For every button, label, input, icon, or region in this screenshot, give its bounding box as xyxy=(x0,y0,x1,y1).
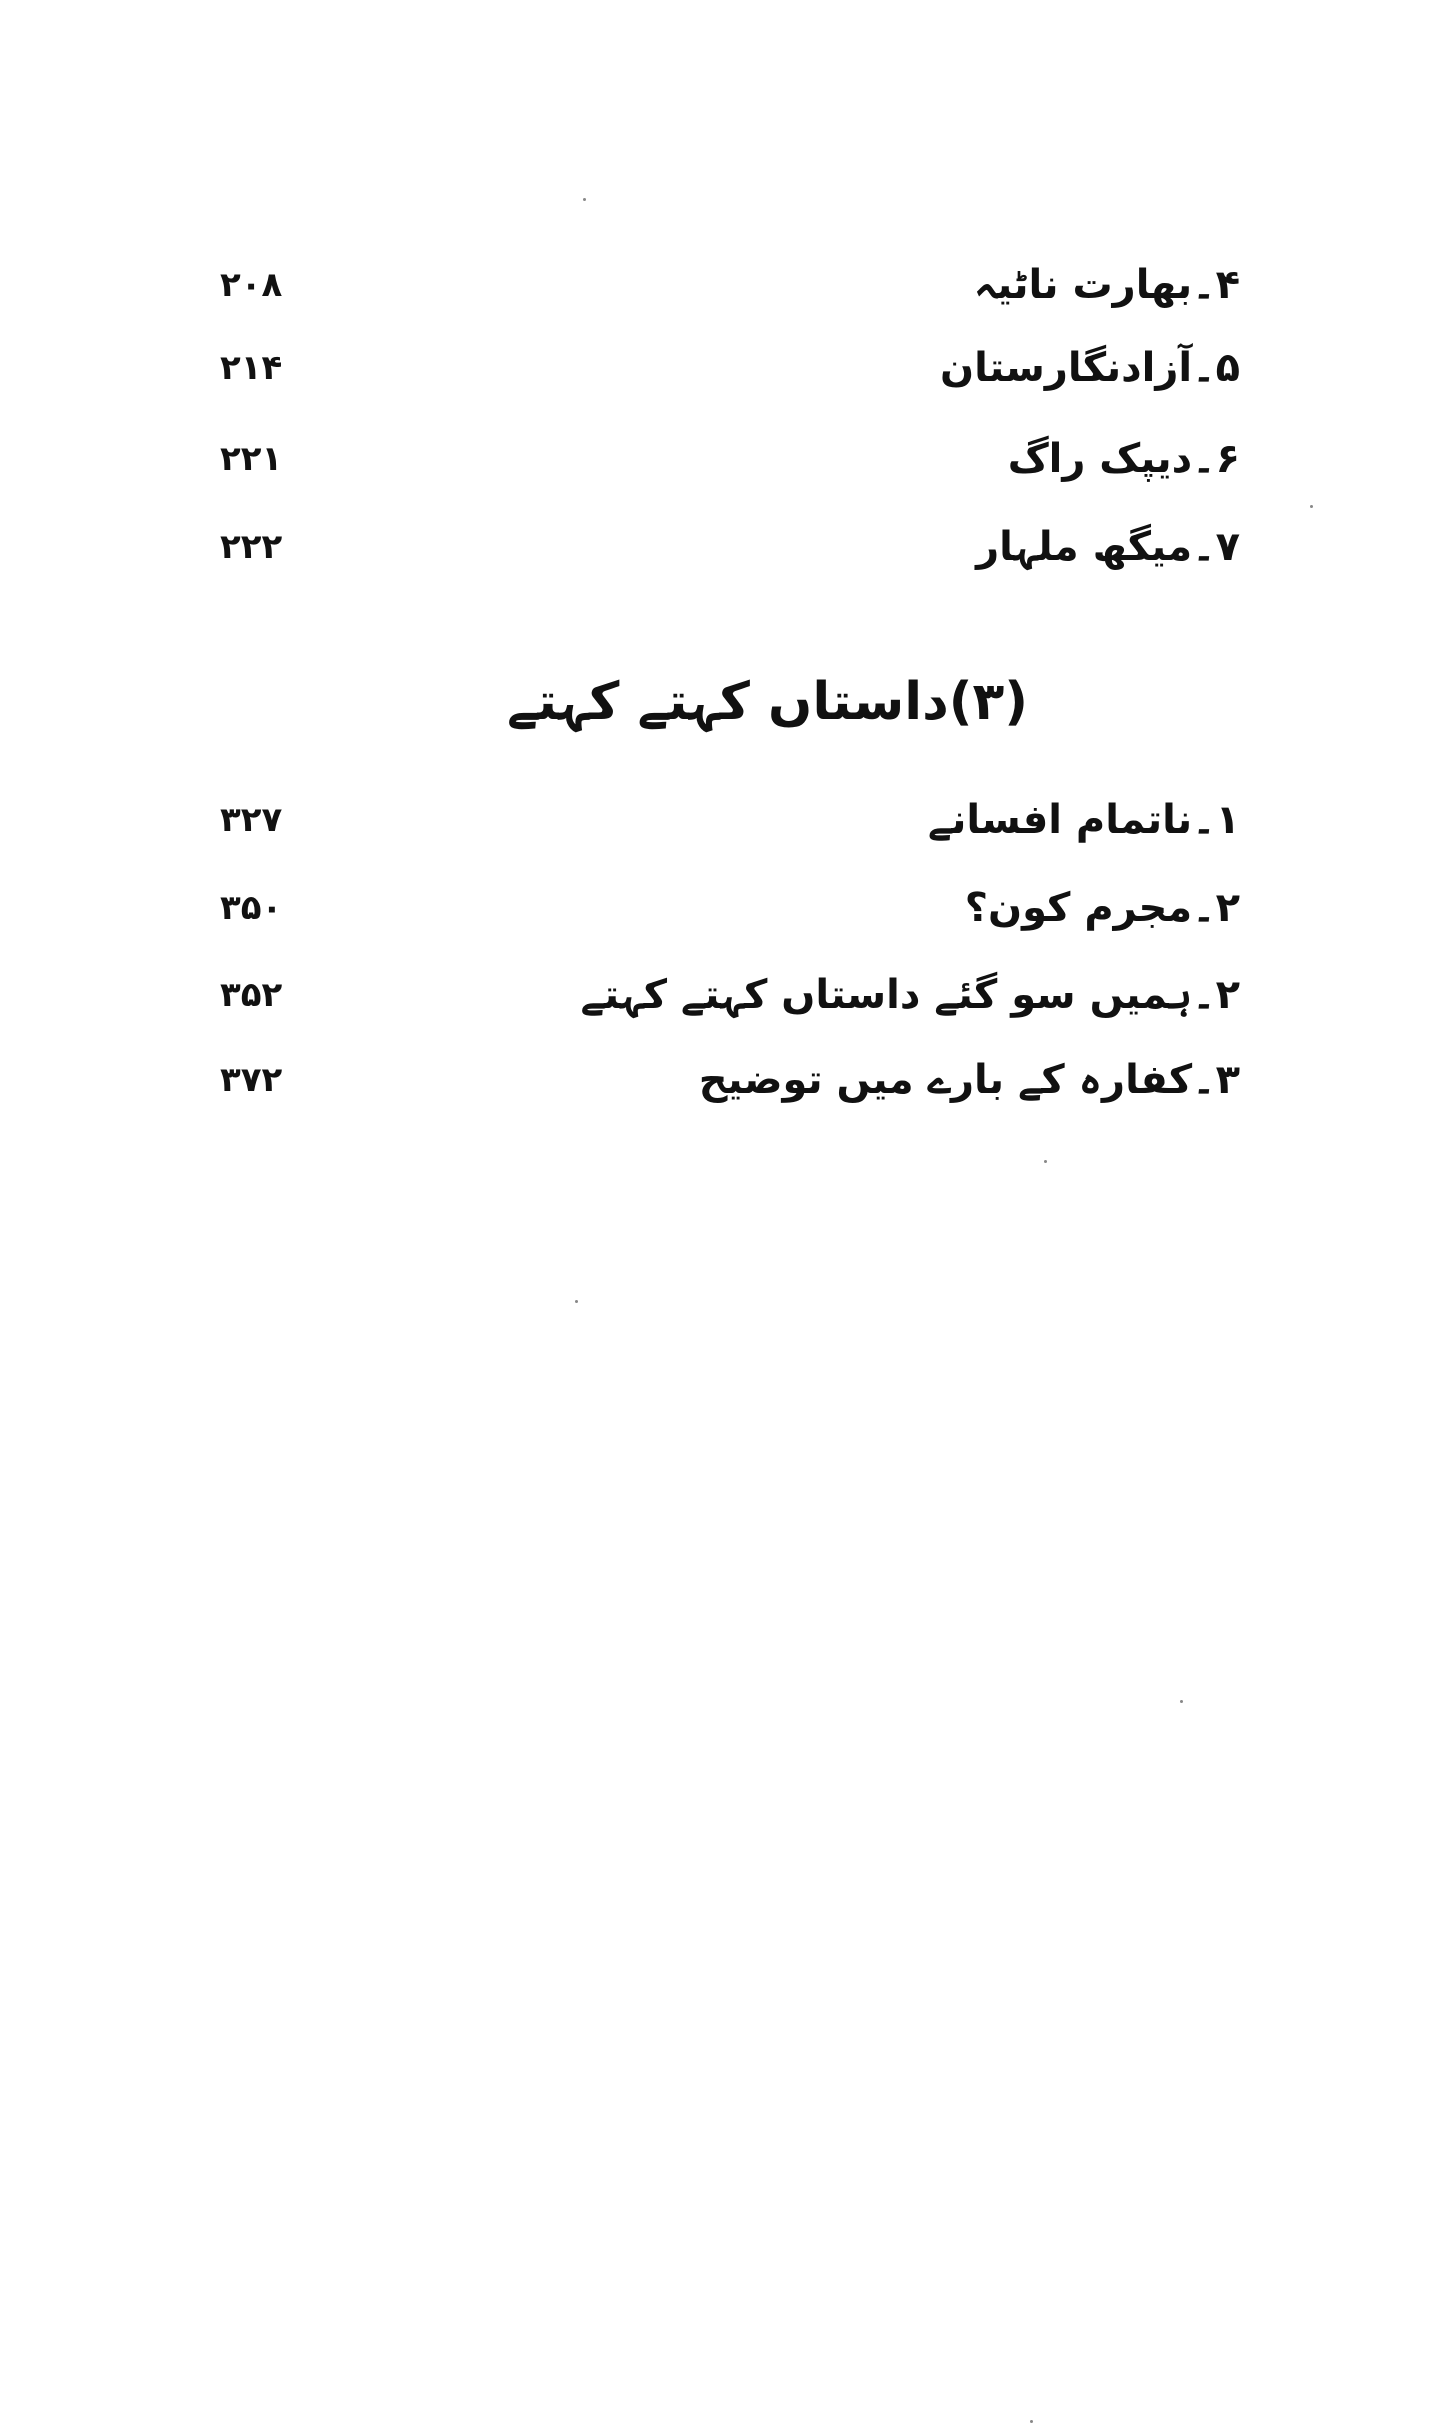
scan-speck xyxy=(583,198,586,201)
toc-entry-title: ۵۔آزادنگارستان xyxy=(940,345,1240,391)
scan-speck xyxy=(1044,1160,1047,1163)
toc-entry-title: ۲۔ہمیں سو گئے داستاں کہتے کہتے xyxy=(580,972,1240,1018)
scan-speck xyxy=(1180,1700,1183,1703)
toc-page-number: ۳۵۰ xyxy=(220,888,283,928)
toc-page-number: ۳۲۷ xyxy=(220,800,283,840)
toc-entry xyxy=(190,960,1240,1030)
toc-entry-title: ۴۔بھارت ناٹیہ xyxy=(973,262,1240,308)
toc-page-number: ۲۲۱ xyxy=(220,439,283,479)
toc-page-number: ۲۱۴ xyxy=(220,348,283,388)
toc-entry xyxy=(190,250,1240,320)
toc-entry xyxy=(190,333,1240,403)
toc-entry-title: ۲۔مجرم کون؟ xyxy=(964,885,1240,931)
scan-speck xyxy=(575,1300,578,1303)
scan-speck xyxy=(1310,505,1313,508)
toc-page-number: ۳۷۲ xyxy=(220,1060,283,1100)
toc-entry-title: ۶۔دیپک راگ xyxy=(1007,436,1240,482)
toc-entry-title: ۷۔میگھ ملہار xyxy=(976,524,1240,570)
toc-entry xyxy=(190,424,1240,494)
toc-entry xyxy=(190,512,1240,582)
scan-speck xyxy=(1030,2420,1033,2423)
toc-page-number: ۲۲۲ xyxy=(220,527,283,567)
toc-page-number: ۳۵۲ xyxy=(220,975,283,1015)
toc-page-number: ۲۰۸ xyxy=(220,265,283,305)
toc-entry xyxy=(190,873,1240,943)
toc-entry xyxy=(190,785,1240,855)
section-heading: (۳)داستاں کہتے کہتے xyxy=(506,672,1029,732)
toc-entry-title: ۱۔ناتمام افسانے xyxy=(927,797,1240,843)
toc-entry xyxy=(190,1045,1240,1115)
toc-entry-title: ۳۔کفارہ کے بارے میں توضیح xyxy=(698,1057,1240,1103)
